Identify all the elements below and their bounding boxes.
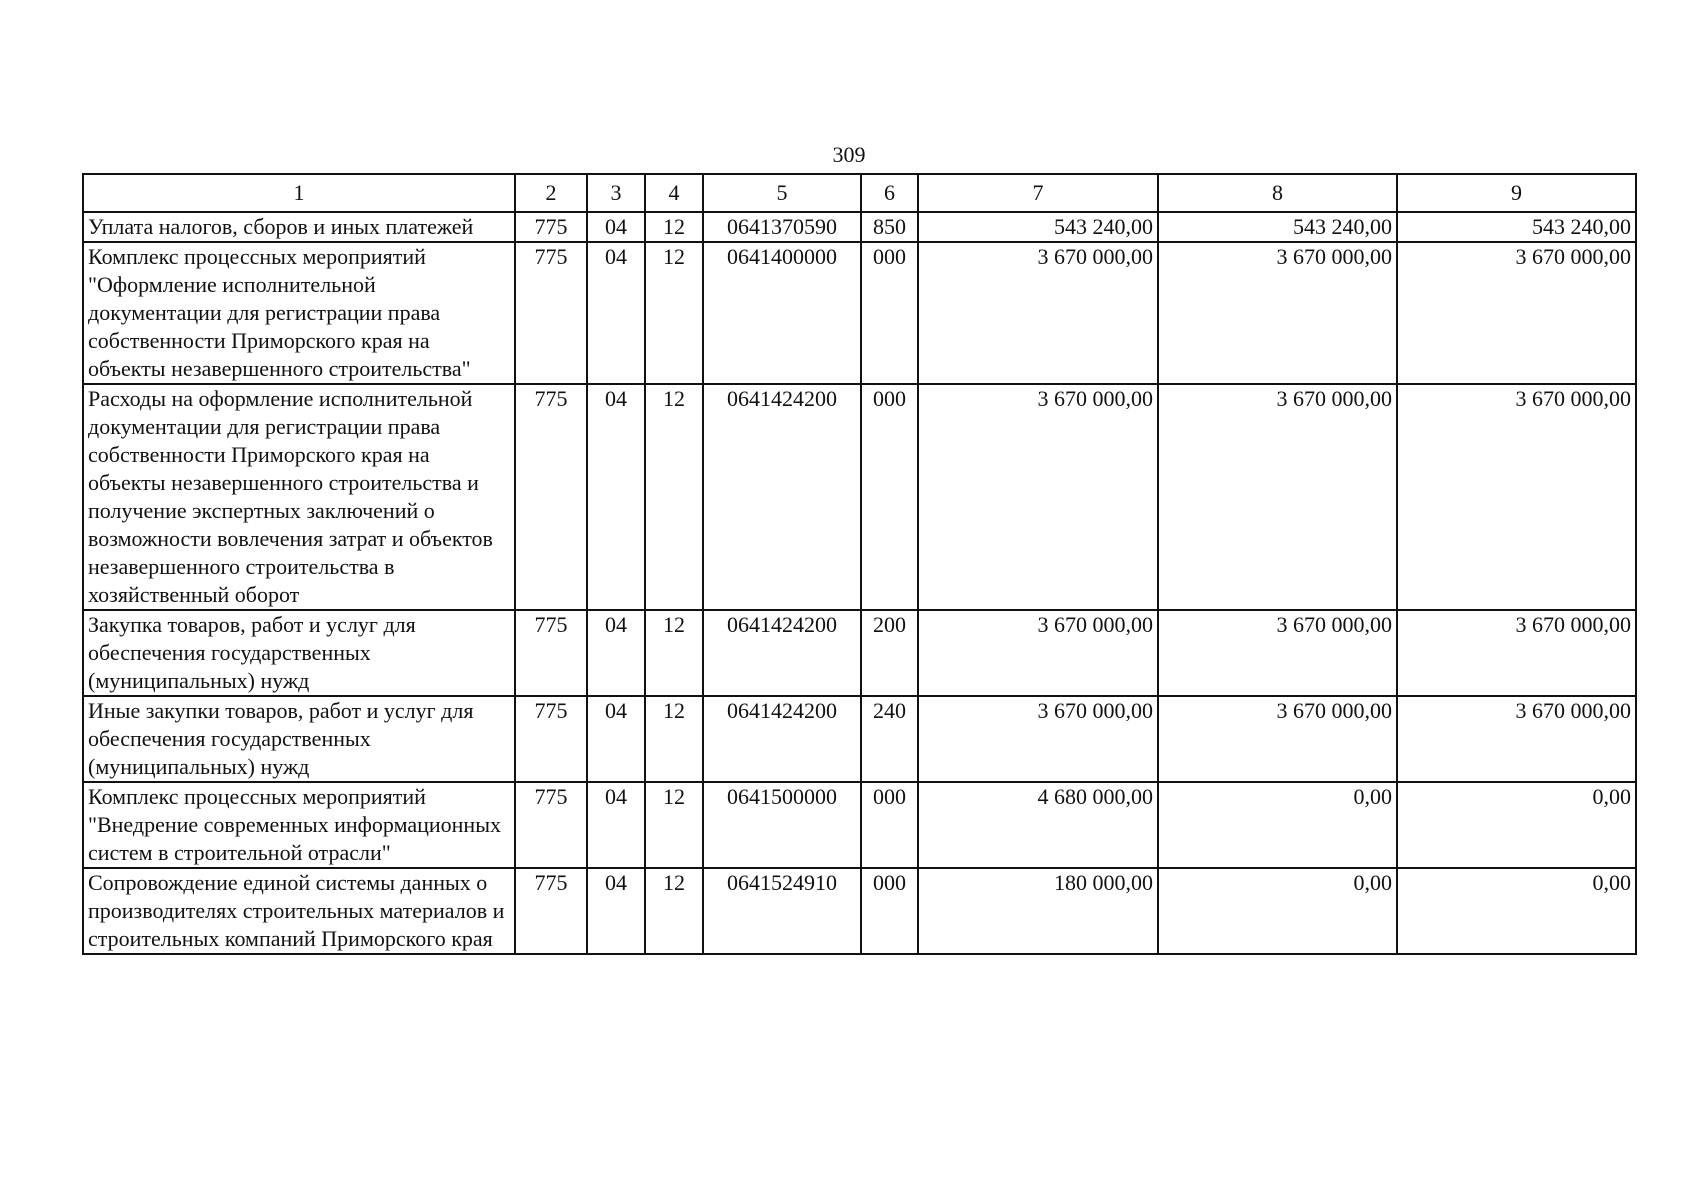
cell-col6: 200: [861, 610, 918, 696]
cell-col8: 543 240,00: [1158, 212, 1397, 242]
page-number: 309: [832, 142, 866, 167]
cell-col2: 775: [515, 610, 587, 696]
cell-col9: 543 240,00: [1397, 212, 1636, 242]
budget-table: [82, 173, 1637, 955]
cell-col9: 0,00: [1397, 868, 1636, 954]
cell-col4: 12: [645, 384, 703, 610]
cell-col3: 04: [587, 782, 645, 868]
cell-col4: 12: [645, 782, 703, 868]
cell-col9: 3 670 000,00: [1397, 384, 1636, 610]
cell-col6: 000: [861, 868, 918, 954]
row-name: Иные закупки товаров, работ и услуг для обеспечения государственных (муниципальных) нужд: [83, 696, 515, 782]
cell-col7: 543 240,00: [918, 212, 1158, 242]
table-row: [83, 610, 1636, 696]
cell-col6: 000: [861, 384, 918, 610]
table-row: [83, 868, 1636, 954]
column-header: 2: [515, 174, 587, 212]
cell-col2: 775: [515, 384, 587, 610]
column-header: 6: [861, 174, 918, 212]
cell-col9: 3 670 000,00: [1397, 610, 1636, 696]
cell-col4: 12: [645, 242, 703, 384]
cell-col2: 775: [515, 782, 587, 868]
cell-col8: 3 670 000,00: [1158, 384, 1397, 610]
row-name: Сопровождение единой системы данных о производителях строительных материалов и строительных компаний Приморского края: [83, 868, 515, 954]
row-name: Расходы на оформление исполнительной документации для регистрации права собственности Приморского края на объекты незавершенного строительства и получение экспертных заключений о возможности вовлечения затрат и объектов незавершенного строительства в хозяйственный оборот: [83, 384, 515, 610]
header-row: [83, 174, 1636, 212]
cell-col5: 0641370590: [703, 212, 861, 242]
cell-col2: 775: [515, 212, 587, 242]
cell-col2: 775: [515, 242, 587, 384]
cell-col3: 04: [587, 610, 645, 696]
column-header: 5: [703, 174, 861, 212]
cell-col4: 12: [645, 868, 703, 954]
cell-col6: 850: [861, 212, 918, 242]
cell-col8: 0,00: [1158, 782, 1397, 868]
column-header: 9: [1397, 174, 1636, 212]
column-header: 4: [645, 174, 703, 212]
cell-col3: 04: [587, 212, 645, 242]
cell-col4: 12: [645, 212, 703, 242]
cell-col5: 0641424200: [703, 610, 861, 696]
cell-col5: 0641500000: [703, 782, 861, 868]
cell-col8: 0,00: [1158, 868, 1397, 954]
row-name: Уплата налогов, сборов и иных платежей: [83, 212, 515, 242]
cell-col3: 04: [587, 384, 645, 610]
column-header: 3: [587, 174, 645, 212]
cell-col5: 0641424200: [703, 696, 861, 782]
cell-col5: 0641524910: [703, 868, 861, 954]
cell-col3: 04: [587, 242, 645, 384]
cell-col2: 775: [515, 868, 587, 954]
table-row: [83, 212, 1636, 242]
table-row: [83, 696, 1636, 782]
row-name: Комплекс процессных мероприятий "Оформление исполнительной документации для регистрации права собственности Приморского края на объекты незавершенного строительства": [83, 242, 515, 384]
cell-col7: 3 670 000,00: [918, 384, 1158, 610]
cell-col2: 775: [515, 696, 587, 782]
cell-col6: 240: [861, 696, 918, 782]
column-header: 8: [1158, 174, 1397, 212]
column-header: 1: [83, 174, 515, 212]
cell-col3: 04: [587, 696, 645, 782]
cell-col5: 0641400000: [703, 242, 861, 384]
row-name: Комплекс процессных мероприятий "Внедрение современных информационных систем в строительной отрасли": [83, 782, 515, 868]
cell-col8: 3 670 000,00: [1158, 610, 1397, 696]
table-row: [83, 384, 1636, 610]
cell-col4: 12: [645, 696, 703, 782]
table-row: [83, 242, 1636, 384]
cell-col4: 12: [645, 610, 703, 696]
cell-col9: 0,00: [1397, 782, 1636, 868]
cell-col7: 3 670 000,00: [918, 242, 1158, 384]
column-header: 7: [918, 174, 1158, 212]
cell-col8: 3 670 000,00: [1158, 242, 1397, 384]
cell-col7: 3 670 000,00: [918, 610, 1158, 696]
cell-col9: 3 670 000,00: [1397, 242, 1636, 384]
cell-col3: 04: [587, 868, 645, 954]
cell-col7: 3 670 000,00: [918, 696, 1158, 782]
table-row: [83, 782, 1636, 868]
cell-col8: 3 670 000,00: [1158, 696, 1397, 782]
cell-col6: 000: [861, 782, 918, 868]
cell-col7: 4 680 000,00: [918, 782, 1158, 868]
cell-col7: 180 000,00: [918, 868, 1158, 954]
cell-col5: 0641424200: [703, 384, 861, 610]
cell-col9: 3 670 000,00: [1397, 696, 1636, 782]
cell-col6: 000: [861, 242, 918, 384]
row-name: Закупка товаров, работ и услуг для обеспечения государственных (муниципальных) нужд: [83, 610, 515, 696]
